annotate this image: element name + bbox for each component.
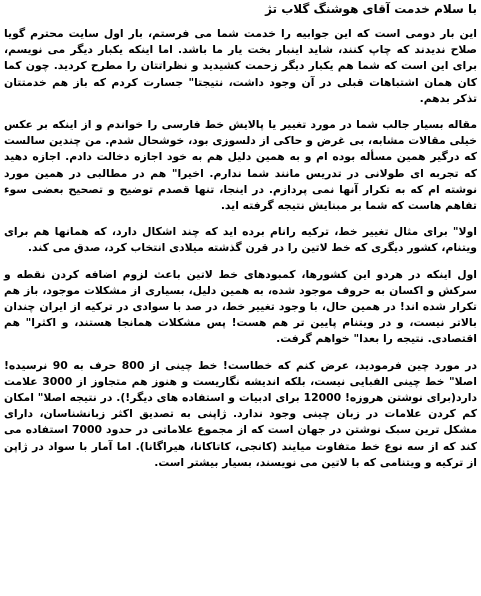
paragraph-article-response: مقاله بسیار جالب شما در مورد تغییر یا پالایش خط فارسی را خواندم و از اینکه بر عکس خیلی مقالات مشابه، بی غرض و حاکی از دلسوزی بود، خوشحال شدم. من چندین سالست که درگیر همین مسأله بوده ام و به همین دلیل هم به خود اجازه دخالت دادم. اجازه دهید که تجربه ای طولانی در تدریس مانند شما ندارم. اخیرا" هم در مطالبی در همین مورد نوشته ام که به تکرار آنها نمی پردازم. در اینجا، تنها قصدم توضیح و تصحیح بعضی سوء تفاهم هاست که شما بر مبنایش نتیجه گرفته اید.	[4, 118, 477, 213]
greeting-heading: با سلام خدمت آقای هوشنگ گلاب تژ	[265, 2, 477, 16]
paragraph-turkey-example: اولا" برای مثال تغییر خط، ترکیه رانام برده اید که چند اشکال دارد، که همانها هم برای ویتنام، کشور دیگری که خط لاتین را در قرن گذشته میلادی انتخاب کرد، صدق می کند.	[4, 225, 477, 255]
paragraph-latin-script-issues: اول اینکه در هردو این کشورها، کمبودهای خط لاتین باعث لزوم اضافه کردن نقطه و سرکش و اکسان به حروف موجود شده، به همین دلیل، بسیاری از مشکلات موجود، باز هم تکرار شده اند! در همین حال، با وجود تغییر خط، در صد با سوادی در ترکیه از ایران چندان بالاتر نیست، و در ویتنام پایین تر هم هست! پس مشکلات همانجا هستند، و اکثرا" هم اقتصادی. نتیجه را بعدا" خواهم گرفت.	[4, 267, 477, 346]
paragraph-china-japan: در مورد چین فرمودید، عرض کنم که خطاست! خط چینی از 800 حرف به 90 نرسیده! اصلا" خط چینی الفبایی نیست، بلکه اندیشه نگاریست و هنوز هم متجاوز از 3000 علامت دارد(برای نوشتن هروزه! 12000 برای ادبیات و استفاده های دیگر!). در نتیجه اصلا" امکان کم کردن علامات در زبان چینی وجود ندارد. ژاپنی به تصدیق اکثر زبانشناسان، دارای مشکل ترین سبک نوشتن در جهان است که از مجموع علاماتی در حدود 7000 استفاده می کند که از سه نوع خط متفاوت میایند (کانجی، کاتاکانا، هیراگانا). اما آمار با سواد در ژاپن از ترکیه و ویتنامی که با لاتین می نویسند، بسیار بیشتر است.	[4, 358, 478, 469]
paragraph-intro: این بار دومی است که این جوابیه را خدمت شما می فرستم، بار اول سایت محترم گویا صلاح ندیدند که چاپ کنند، شاید اینبار بخت یار ما باشد. اما اینکه یکبار دیگر می نویسم، برای این است که شما هم یکبار دیگر زحمت کشیدید و نظراتتان را مطرح کردید. چون کما کان همان اشتباهات قبلی در آن وجود داشت، نتیجتا" جسارت کردم که باز هم خدمتتان تذکر بدهم.	[4, 27, 477, 105]
